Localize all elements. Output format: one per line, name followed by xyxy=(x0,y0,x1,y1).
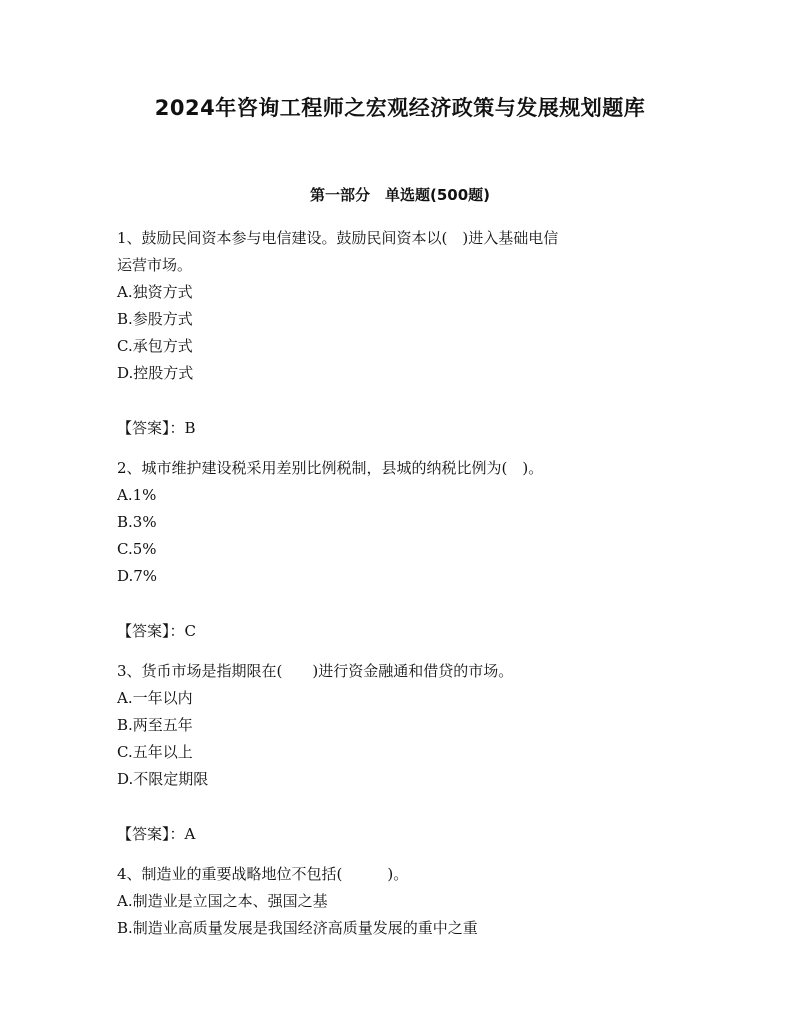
question-3-option-c: C.五年以上 xyxy=(117,743,193,761)
question-1-option-d: D.控股方式 xyxy=(117,364,194,382)
question-4-stem: 4、制造业的重要战略地位不包括( )。 xyxy=(117,865,409,883)
question-3-option-b: B.两至五年 xyxy=(117,716,193,734)
question-2-option-b: B.3% xyxy=(117,513,157,531)
question-1-stem-line-2: 运营市场。 xyxy=(117,256,193,274)
question-1-option-c: C.承包方式 xyxy=(117,337,193,355)
question-3-option-a: A.一年以内 xyxy=(117,689,193,707)
document-title: 2024年咨询工程师之宏观经济政策与发展规划题库 xyxy=(154,96,646,120)
section-heading: 第一部分 单选题(500题) xyxy=(309,186,491,204)
question-1-option-a: A.独资方式 xyxy=(117,283,193,301)
question-1-option-b: B.参股方式 xyxy=(117,310,193,328)
question-1-stem-line-1: 1、鼓励民间资本参与电信建设。鼓励民间资本以( )进入基础电信 xyxy=(117,229,559,247)
question-2-option-d: D.7% xyxy=(117,567,158,585)
question-2-option-a: A.1% xyxy=(117,486,157,504)
question-2-answer: 【答案】：C xyxy=(117,622,196,640)
question-3-answer: 【答案】：A xyxy=(117,825,196,843)
question-3-stem: 3、货币市场是指期限在( )进行资金融通和借贷的市场。 xyxy=(117,662,514,680)
question-1-answer: 【答案】：B xyxy=(117,419,196,437)
question-4-option-b: B.制造业高质量发展是我国经济高质量发展的重中之重 xyxy=(117,919,478,937)
question-2-option-c: C.5% xyxy=(117,540,157,558)
question-2-stem: 2、城市维护建设税采用差别比例税制，县城的纳税比例为( )。 xyxy=(117,459,544,477)
question-3-option-d: D.不限定期限 xyxy=(117,770,209,788)
question-4-option-a: A.制造业是立国之本、强国之基 xyxy=(117,892,328,910)
